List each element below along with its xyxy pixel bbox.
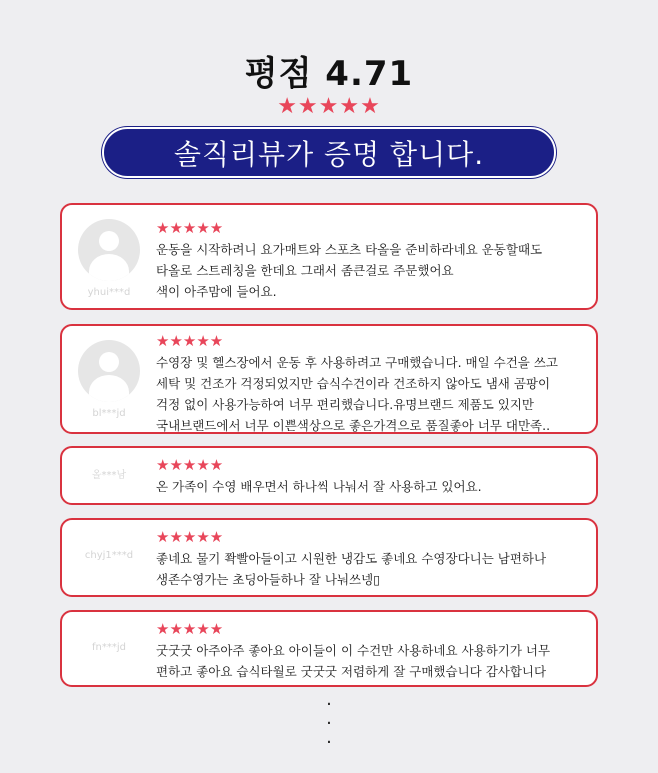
review-line: 굿굿굿 아주아주 좋아요 아이들이 이 수건만 사용하네요 사용하기가 너무 bbox=[156, 643, 551, 658]
review-card bbox=[60, 446, 598, 505]
review-card bbox=[60, 610, 598, 687]
more-indicator bbox=[0, 694, 658, 753]
ellipsis-dot: · bbox=[326, 694, 332, 715]
review-text bbox=[156, 640, 590, 682]
review-text bbox=[156, 476, 590, 497]
ellipsis-dot: · bbox=[326, 732, 332, 753]
review-text bbox=[156, 352, 590, 436]
avatar bbox=[78, 340, 140, 402]
reviewer-username: chyj1***d bbox=[84, 550, 134, 561]
review-text bbox=[156, 239, 590, 302]
review-text bbox=[156, 548, 590, 590]
review-line: 세탁 및 건조가 걱정되었지만 습식수건이라 건조하지 않아도 냄새 곰팡이 bbox=[156, 376, 551, 391]
reviewer-username: bl***jd bbox=[92, 408, 126, 419]
review-stars: ★★★★★ bbox=[156, 456, 224, 474]
review-line: 편하고 좋아요 습식타월로 굿굿굿 저렴하게 잘 구매했습니다 감사합니다 bbox=[156, 664, 547, 679]
rating-stars: ★★★★★ bbox=[277, 94, 381, 119]
ellipsis-dot: · bbox=[326, 713, 332, 734]
review-line: 국내브랜드에서 너무 이쁜색상으로 좋은가격으로 품질좋아 너무 대만족.. bbox=[156, 418, 551, 433]
review-line: 운동을 시작하려니 요가매트와 스포츠 타올을 준비하라네요 운동할때도 bbox=[156, 242, 543, 257]
review-stars: ★★★★★ bbox=[156, 620, 224, 638]
review-line: 온 가족이 수영 배우면서 하나씩 나눠서 잘 사용하고 있어요. bbox=[156, 479, 482, 494]
reviewer-profile bbox=[76, 550, 142, 561]
review-card bbox=[60, 324, 598, 434]
rating-title: 평점 4.71 bbox=[244, 54, 414, 94]
avatar bbox=[78, 219, 140, 281]
reviewer-username: yhui***d bbox=[87, 287, 131, 298]
reviewer-profile bbox=[76, 219, 142, 298]
review-stars: ★★★★★ bbox=[156, 219, 224, 237]
review-stars: ★★★★★ bbox=[156, 332, 224, 350]
headline-banner: 솔직리뷰가 증명 합니다. bbox=[102, 127, 556, 178]
review-card bbox=[60, 203, 598, 310]
reviewer-username: 올***남 bbox=[91, 470, 127, 481]
reviewer-username: fn***jd bbox=[92, 642, 126, 653]
review-card bbox=[60, 518, 598, 597]
review-line: 타올로 스트레칭을 한데요 그래서 좀큰걸로 주문했어요 bbox=[156, 263, 454, 278]
review-stars: ★★★★★ bbox=[156, 528, 224, 546]
review-line: 색이 아주맘에 들어요. bbox=[156, 284, 277, 299]
reviewer-profile bbox=[76, 340, 142, 419]
reviewer-profile bbox=[76, 642, 142, 653]
review-line: 걱정 없이 사용가능하여 너무 편리했습니다.유명브랜드 제품도 있지만 bbox=[156, 397, 534, 412]
reviewer-profile bbox=[76, 466, 142, 481]
review-line: 좋네요 물기 쫙빨아들이고 시원한 냉감도 좋네요 수영장다니는 남편하나 bbox=[156, 551, 547, 566]
review-line: 수영장 및 헬스장에서 운동 후 사용하려고 구매했습니다. 매일 수건을 쓰고 bbox=[156, 355, 558, 370]
review-line: 생존수영가는 초딩아들하나 잘 나눠쓰넹▯ bbox=[156, 572, 381, 587]
